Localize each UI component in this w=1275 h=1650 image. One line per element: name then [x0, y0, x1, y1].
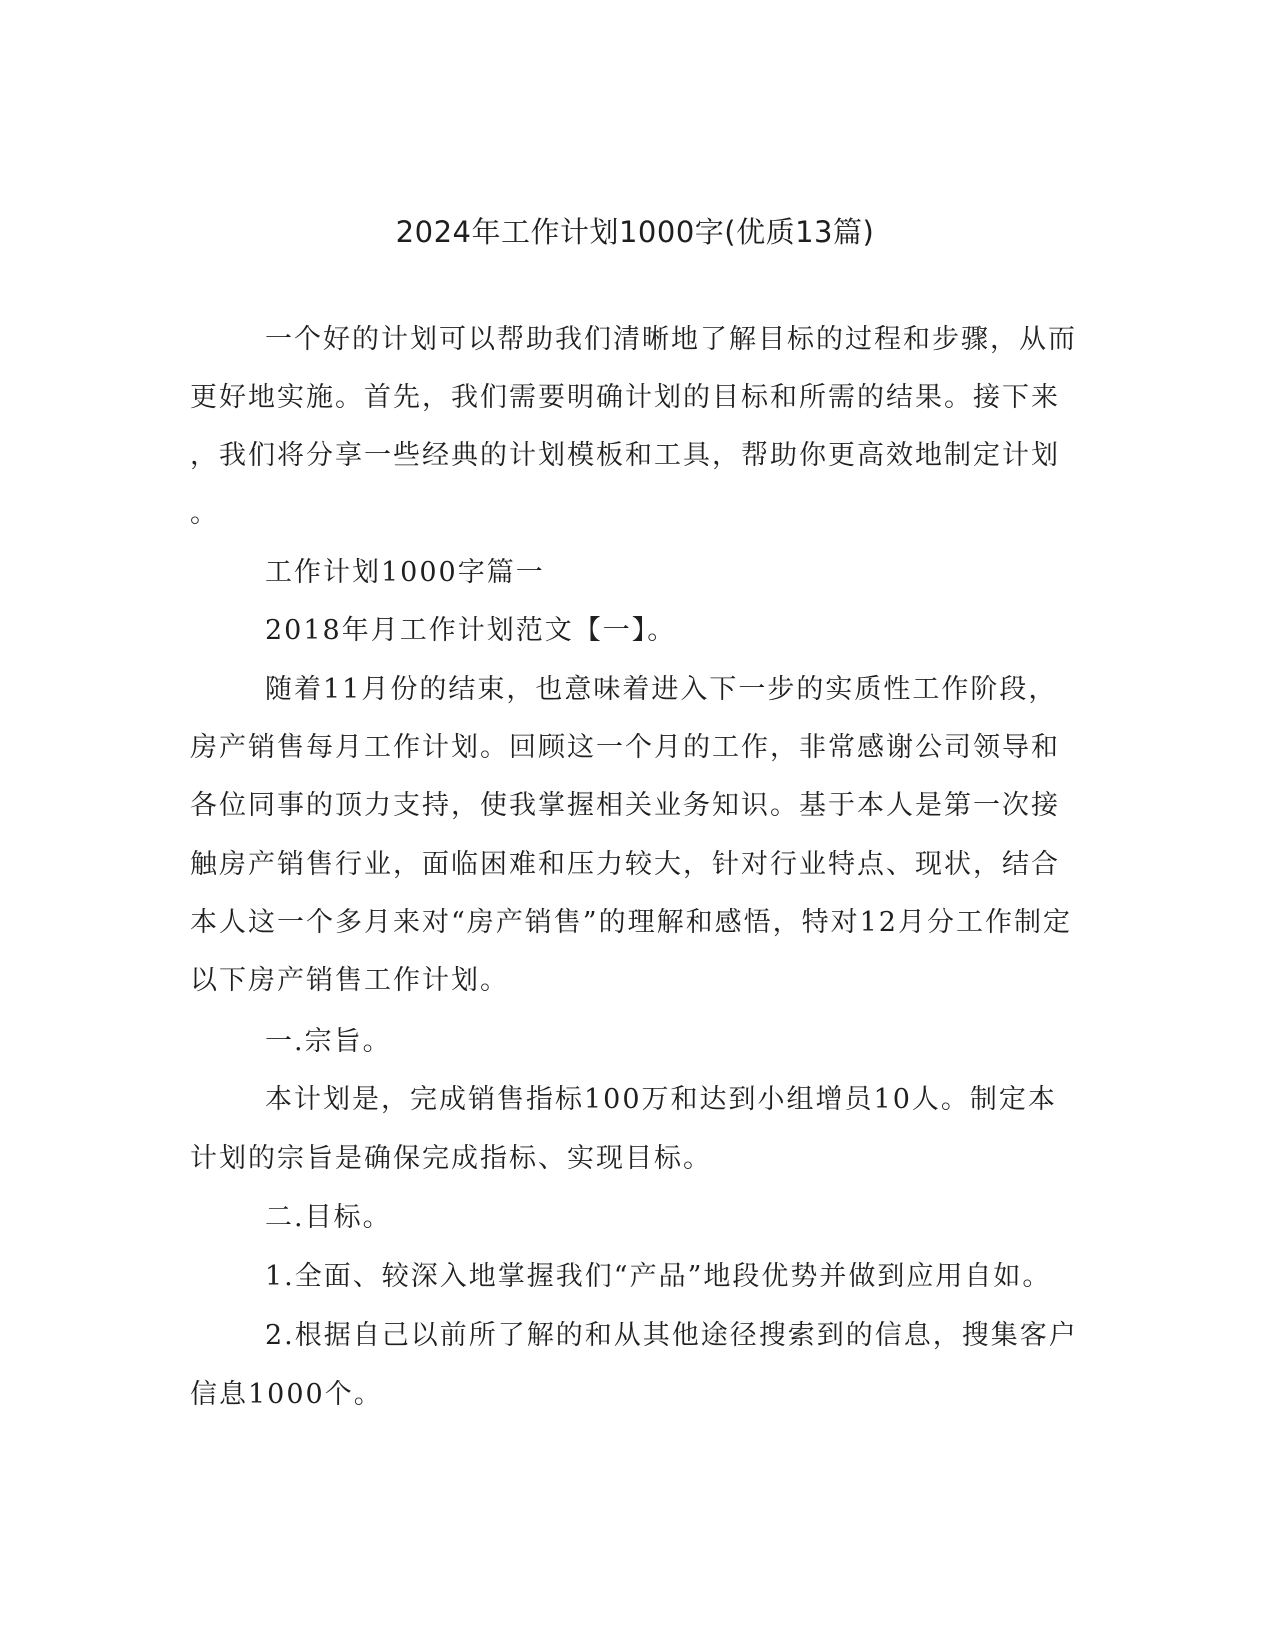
para1-line-6: 以下房产销售工作计划。: [190, 965, 509, 996]
heading-purpose: 一.宗旨。: [265, 1026, 392, 1057]
intro-line-2: 更好地实施。首先，我们需要明确计划的目标和所需的结果。接下来: [190, 382, 1060, 413]
para2-line-1: 本计划是，完成销售指标100万和达到小组增员10人。制定本: [265, 1084, 1057, 1115]
section-heading: 工作计划1000字篇一: [265, 557, 545, 588]
para1-line-4: 触房产销售行业，面临困难和压力较大，针对行业特点、现状，结合: [190, 849, 1060, 880]
para1-line-2: 房产销售每月工作计划。回顾这一个月的工作，非常感谢公司领导和: [190, 732, 1060, 763]
goal-item-2-line-1: 2.根据自己以前所了解的和从其他途径搜索到的信息，搜集客户: [265, 1320, 1078, 1351]
para1-line-1: 随着11月份的结束，也意味着进入下一步的实质性工作阶段，: [265, 674, 1058, 705]
intro-line-3: ，我们将分享一些经典的计划模板和工具，帮助你更高效地制定计划: [190, 440, 1060, 471]
heading-goal: 二.目标。: [265, 1202, 392, 1233]
document-title: 2024年工作计划1000字(优质13篇): [395, 215, 875, 249]
goal-item-1: 1.全面、较深入地掌握我们“产品”地段优势并做到应用自如。: [265, 1261, 1052, 1292]
para1-line-3: 各位同事的顶力支持，使我掌握相关业务知识。基于本人是第一次接: [190, 790, 1060, 821]
intro-line-4: 。: [190, 498, 219, 529]
sub-heading: 2018年月工作计划范文【一】。: [265, 615, 677, 646]
para2-line-2: 计划的宗旨是确保完成指标、实现目标。: [190, 1143, 712, 1174]
intro-line-1: 一个好的计划可以帮助我们清晰地了解目标的过程和步骤，从而: [265, 324, 1077, 355]
para1-line-5: 本人这一个多月来对“房产销售”的理解和感悟，特对12月分工作制定: [190, 907, 1072, 938]
goal-item-2-line-2: 信息1000个。: [190, 1379, 383, 1410]
